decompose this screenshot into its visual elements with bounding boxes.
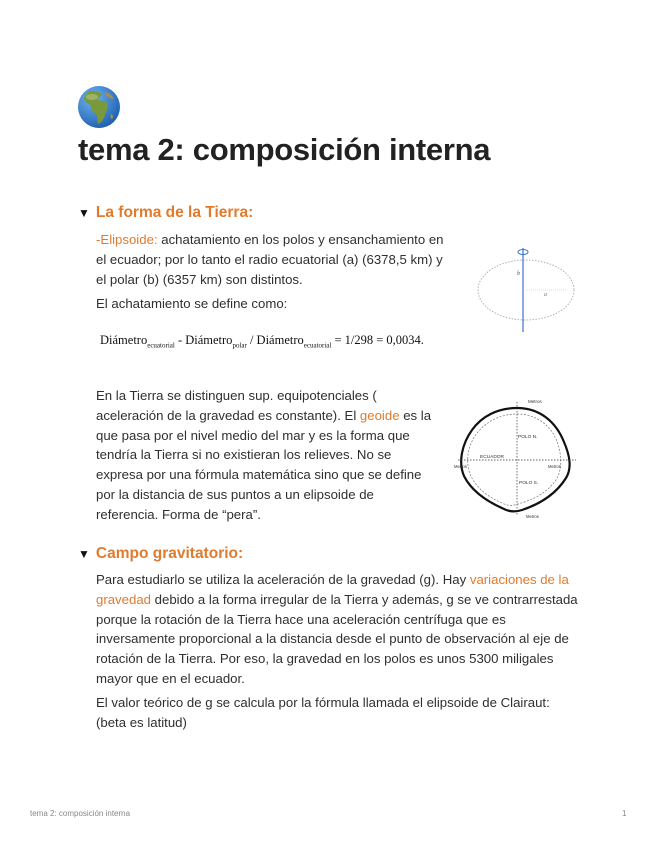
highlight-geoide: geoide [359, 407, 400, 423]
triangle-down-icon: ▼ [78, 206, 90, 220]
geoid-label-ecuador: ECUADOR [480, 455, 504, 460]
globe-icon [76, 84, 122, 130]
geoid-label-right: Metros [548, 464, 561, 469]
formula-subscript: ecuatorial [147, 341, 175, 350]
formula-term: / Diámetro [246, 333, 304, 347]
label-a: a [544, 292, 547, 298]
formula-subscript: ecuatorial [303, 341, 332, 350]
formula-term: = 1/298 = 0,0034. [331, 333, 424, 347]
geoid-label-bottom: Metros [526, 514, 539, 519]
formula-term: - Diámetro [174, 333, 233, 347]
ellipsoid-figure [474, 244, 578, 336]
paragraph-text: Para estudiarlo se utiliza la aceleración de la gravedad (g). Hay [96, 572, 470, 587]
page-title: tema 2: composición interna [78, 132, 491, 167]
footer-title: tema 2: composición interna [30, 809, 131, 818]
paragraph-text: debido a la forma irregular de la Tierra y además, g se ve contrarrestada porque la rotación de la Tierra hace una aceleración centrífuga que es inversamente proporcional a la distancia desde el punto de observación al eje de rotación de la Tierra. Por eso, la gravedad en los polos es unos 5300 miligales mayor que en el ecuador. [96, 591, 578, 686]
geoid-label-polo-s: POLO S. [519, 481, 539, 486]
paragraph-elipsoide [96, 230, 444, 289]
highlight-variaciones: variaciones de la gravedad [96, 572, 569, 607]
formula-subscript: polar [232, 341, 247, 350]
paragraph-geoide [96, 386, 432, 525]
geoid-label-left: Metros [454, 464, 467, 469]
section-toggle-forma[interactable] [78, 204, 253, 222]
highlight-elipsoide: -Elipsoide: [96, 232, 158, 247]
triangle-down-icon: ▼ [78, 547, 90, 561]
paragraph-text: es la que pasa por el nivel medio del mar y es la forma que tendría la Tierra si no existieran los relieves. No se expresa por una fórmula matemática sino que se define por la distancia de sus puntos a un elipsoide de referencia. Forma de “pera”. [96, 407, 432, 522]
geoid-label-polo-n: POLO N. [518, 435, 538, 440]
page-number: 1 [622, 809, 627, 818]
geoid-figure [452, 396, 582, 522]
paragraph-achatamiento: El achatamiento se define como: [96, 296, 288, 311]
section-heading: La forma de la Tierra: [95, 204, 254, 221]
section-toggle-campo[interactable] [78, 545, 243, 563]
paragraph-text: achatamiento en los polos y ensanchamiento en el ecuador; por lo tanto el radio ecuatorial (a) (6378,5 km) y el polar (b) (6357 km) son distintos. [96, 232, 444, 287]
paragraph-gravedad [96, 570, 582, 689]
label-b: b [517, 271, 520, 277]
geoid-label-top: Metros [528, 399, 542, 404]
formula-achatamiento [100, 333, 424, 350]
paragraph-clairaut: El valor teórico de g se calcula por la fórmula llamada el elipsoide de Clairaut: (beta es latitud) [96, 695, 550, 730]
formula-term: Diámetro [100, 333, 148, 347]
section-heading: Campo gravitatorio: [95, 545, 244, 562]
paragraph-text: En la Tierra se distinguen sup. equipotenciales ( aceleración de la gravedad es constante). El [96, 388, 377, 423]
